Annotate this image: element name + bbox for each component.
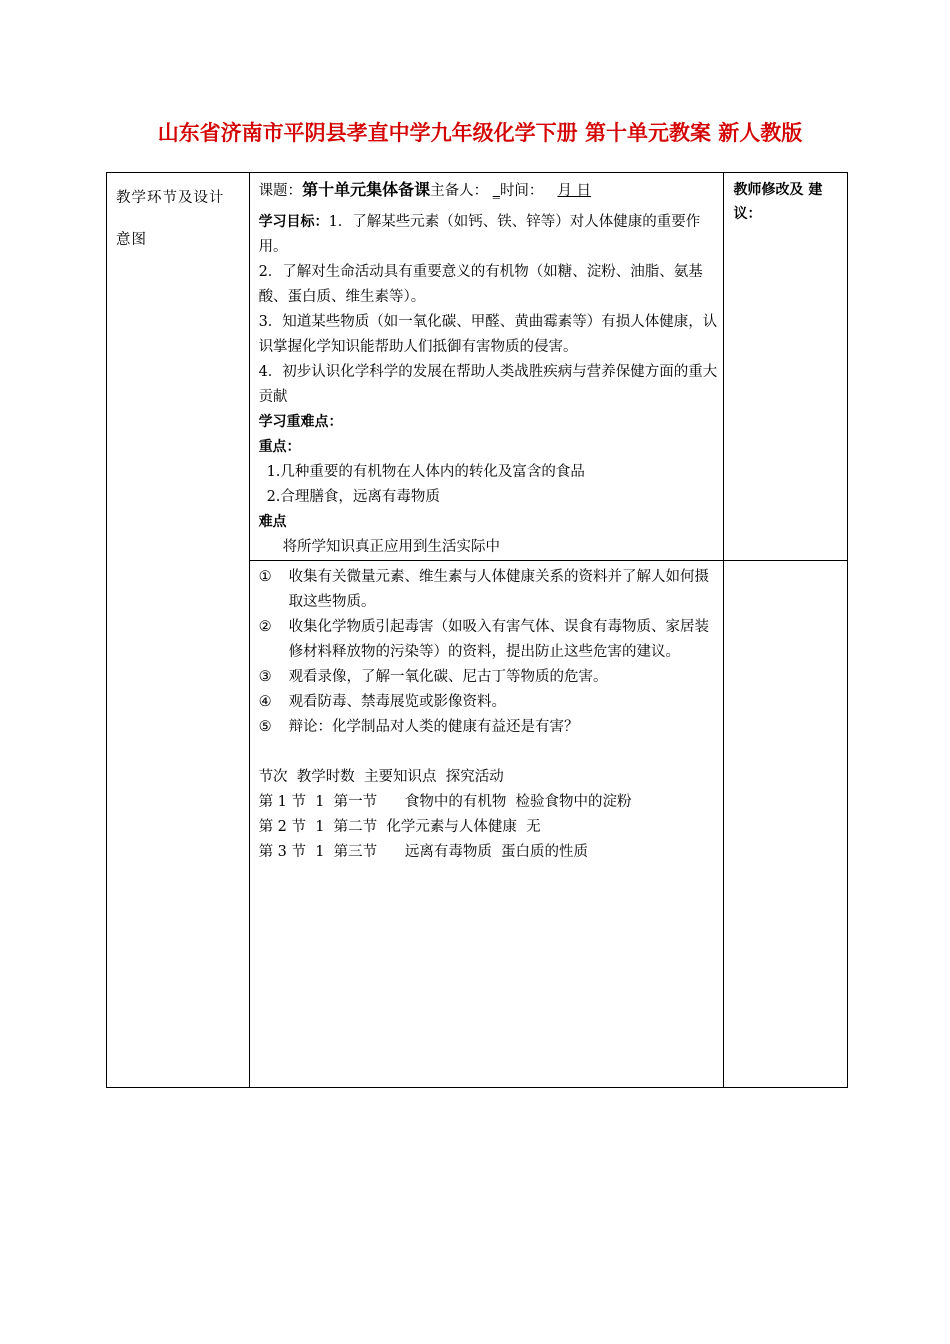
teacher-notes-cell-2: [724, 561, 848, 1088]
activity-item: ① 收集有关微量元素、维生素与人体健康关系的资料并了解人如何摄取这些物质。: [258, 569, 710, 610]
key-points-label: 学习重难点：: [258, 414, 343, 430]
schedule-header: 节次 教学时数 主要知识点 探究活动: [258, 769, 504, 785]
objective-3: 3．知道某些物质（如一氧化碳、甲醛、黄曲霉素等）有损人体健康，认识掌握化学知识能帮助人们抵御有害物质的侵害。: [258, 314, 718, 355]
teacher-notes-cell: [724, 173, 848, 561]
objectives-label: 学习目标：: [258, 214, 329, 230]
focus-item-2: 2.合理膳食，远离有毒物质: [266, 489, 440, 505]
document-title: 山东省济南市平阴县孝直中学九年级化学下册 第十单元教案 新人教版: [157, 121, 803, 145]
difficulty-item-1: 将所学知识真正应用到生活实际中: [282, 539, 501, 555]
objective-2: 2．了解对生命活动具有重要意义的有机物（如糖、淀粉、油脂、氨基酸、蛋白质、维生素等）。: [258, 264, 703, 305]
activities-cell: [249, 561, 724, 1088]
design-column-label-b: 意图: [116, 232, 147, 248]
header-line: [259, 177, 718, 204]
table-row: [107, 173, 848, 561]
activity-item: ④ 观看防毒、禁毒展览或影像资料。: [258, 694, 507, 710]
activity-item: ② 收集化学物质引起毒害（如吸入有害气体、误食有毒物质、家居装修材料释放物的污染等）的资料，提出防止这些危害的建议。: [258, 619, 710, 660]
activity-item: ③ 观看录像，了解一氧化碳、尼古丁等物质的危害。: [258, 669, 608, 685]
time-label: 时间：: [499, 183, 544, 199]
time-value: 月 日: [557, 183, 592, 199]
design-column-cell: [107, 173, 250, 1088]
topic-value: 第十单元集体备课: [302, 180, 431, 199]
topic-label: 课题：: [258, 183, 303, 199]
design-column-label-a: 教学环节及设计: [116, 190, 225, 206]
schedule-row: 第 3 节 1 第三节 远离有毒物质 蛋白质的性质: [258, 844, 589, 860]
teacher-notes-label: 教师修改及 建议：: [733, 182, 823, 222]
schedule-row: 第 2 节 1 第二节 化学元素与人体健康 无: [258, 819, 541, 835]
focus-item-1: 1.几种重要的有机物在人体内的转化及富含的食品: [266, 464, 585, 480]
objective-1: 学习目标：1．了解某些元素（如钙、铁、锌等）对人体健康的重要作用。: [258, 214, 701, 255]
lesson-plan-table: [106, 172, 848, 1088]
objective-4: 4．初步认识化学科学的发展在帮助人类战胜疾病与营养保健方面的重大贡献: [258, 364, 718, 405]
schedule-row: 第 1 节 1 第一节 食物中的有机物 检验食物中的淀粉: [258, 794, 632, 810]
focus-label: 重点：: [258, 439, 301, 455]
difficulty-label: 难点: [258, 514, 287, 530]
activity-item: ⑤ 辩论：化学制品对人类的健康有益还是有害？: [258, 719, 579, 735]
objectives-cell: [249, 173, 724, 561]
preparer-label: 主备人：: [430, 183, 489, 199]
preparer-value: _: [492, 183, 500, 199]
